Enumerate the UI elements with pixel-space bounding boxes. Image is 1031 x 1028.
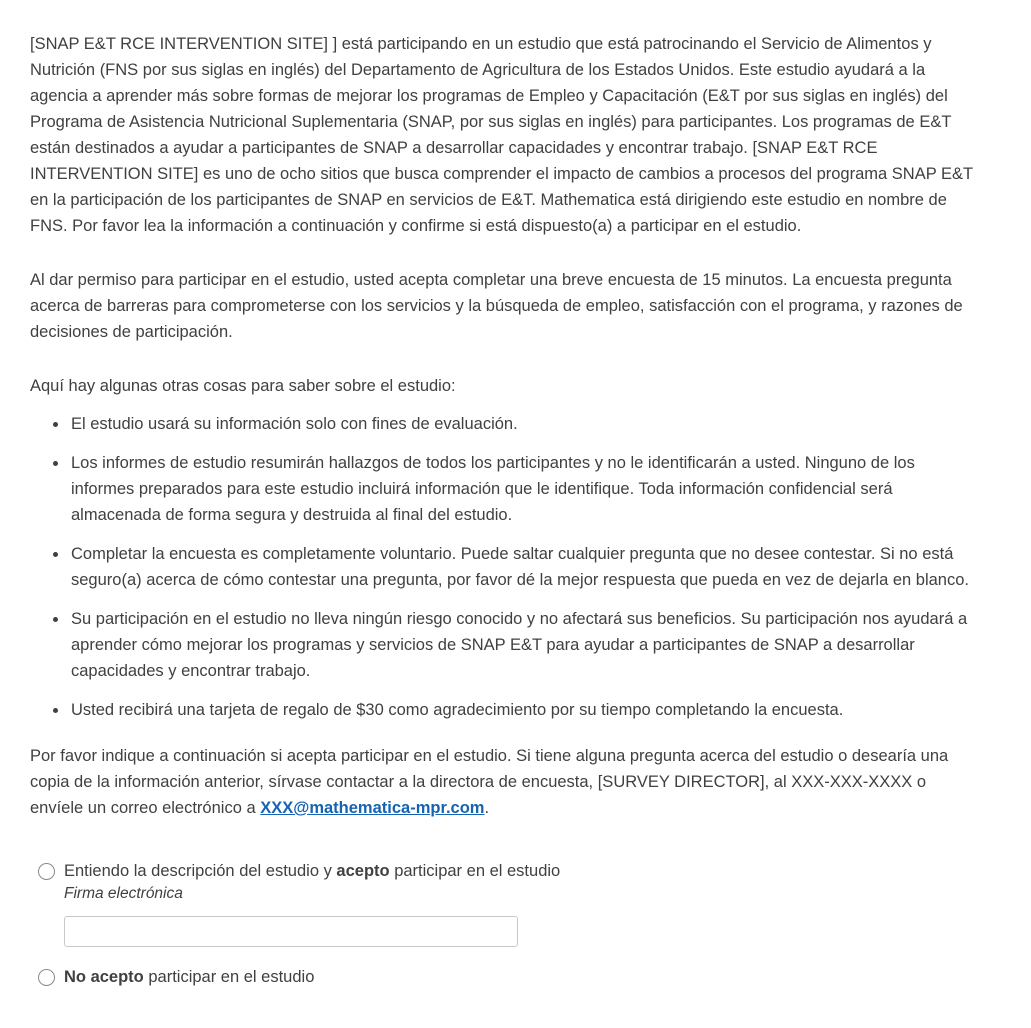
accept-label-text: Entiendo la descripción del estudio y [64,862,337,880]
decline-label-text: participar en el estudio [143,968,315,986]
closing-paragraph [30,743,977,821]
study-facts-list [30,411,977,723]
closing-period: . [484,799,490,817]
decline-option [38,967,977,988]
list-item: • Usted recibirá una tarjeta de regalo de $30 como agradecimiento por su tiempo completando la encuesta. [69,697,977,723]
intro-paragraph: [SNAP E&T RCE INTERVENTION SITE] ] está participando en un estudio que está patrocinando el Servicio de Alimentos y Nutrición (FNS por sus siglas en inglés) del Departamento de Agricultura de los Estados Unidos. Este estudio ayudará a la agencia a aprender más sobre formas de mejorar los programas de Empleo y Capacitación (E&T por sus siglas en inglés) del Programa de Asistencia Nutricional Suplementaria (SNAP, por sus siglas en inglés) para participantes. Los programas de E&T están destinados a ayudar a participantes de SNAP a desarrollar capacidades y encontrar trabajo. [SNAP E&T RCE INTERVENTION SITE] es uno de ocho sitios que busca comprender el impacto de cambios a procesos del programa SNAP E&T en la participación de los participantes de SNAP en servicios de E&T. Mathematica está dirigiendo este estudio en nombre de FNS. Por favor lea la información a continuación y confirme si está dispuesto(a) a participar en el estudio. [30,35,973,235]
decline-option-body [64,967,977,988]
closing-text: Por favor indique a continuación si acepta participar en el estudio. Si tiene alguna pregunta acerca del estudio o desearía una copia de la información anterior, sírvase contactar a la directora de encuesta, [SURVEY DIRECTOR], al XXX-XXX-XXXX o envíele un correo electrónico a [30,747,949,817]
signature-input[interactable] [64,916,518,947]
list-item: • Los informes de estudio resumirán hallazgos de todos los participantes y no le identificarán a usted. Ninguno de los informes preparados para este estudio incluirá información que le identifique. Toda información confidencial será almacenada de forma segura y destruida al final del estudio. [69,450,977,528]
list-item: • Completar la encuesta es completamente voluntario. Puede saltar cualquier pregunta que no desee contestar. Si no está seguro(a) acerca de cómo contestar una pregunta, por favor dé la mejor respuesta que pueda en vez de dejarla en blanco. [69,541,977,593]
list-item: • El estudio usará su información solo con fines de evaluación. [69,411,977,437]
permission-paragraph: Al dar permiso para participar en el estudio, usted acepta completar una breve encuesta de 15 minutos. La encuesta pregunta acerca de barreras para comprometerse con los servicios y la búsqueda de empleo, satisfacción con el programa, y razones de decisiones de participación. [30,271,963,341]
accept-label-text-after: participar en el estudio [389,862,561,880]
accept-option-body [64,861,977,947]
consent-options [38,861,977,988]
accept-label-bold: acepto [336,862,390,880]
signature-label: Firma electrónica [64,885,183,902]
list-item: • Su participación en el estudio no lleva ningún riesgo conocido y no afectará sus beneficios. Su participación nos ayudará a aprender cómo mejorar los programas y servicios de SNAP E&T para ayudar a participantes de SNAP a desarrollar capacidades y encontrar trabajo. [69,606,977,684]
email-link[interactable]: XXX@mathematica-mpr.com [260,799,485,817]
decline-option-label[interactable] [64,967,977,988]
accept-option [38,861,977,947]
decline-radio-button[interactable] [38,969,55,986]
accept-option-label[interactable] [64,861,977,882]
decline-label-bold: No acepto [64,968,144,986]
accept-radio-button[interactable] [38,863,55,880]
list-intro: Aquí hay algunas otras cosas para saber sobre el estudio: [30,377,456,395]
